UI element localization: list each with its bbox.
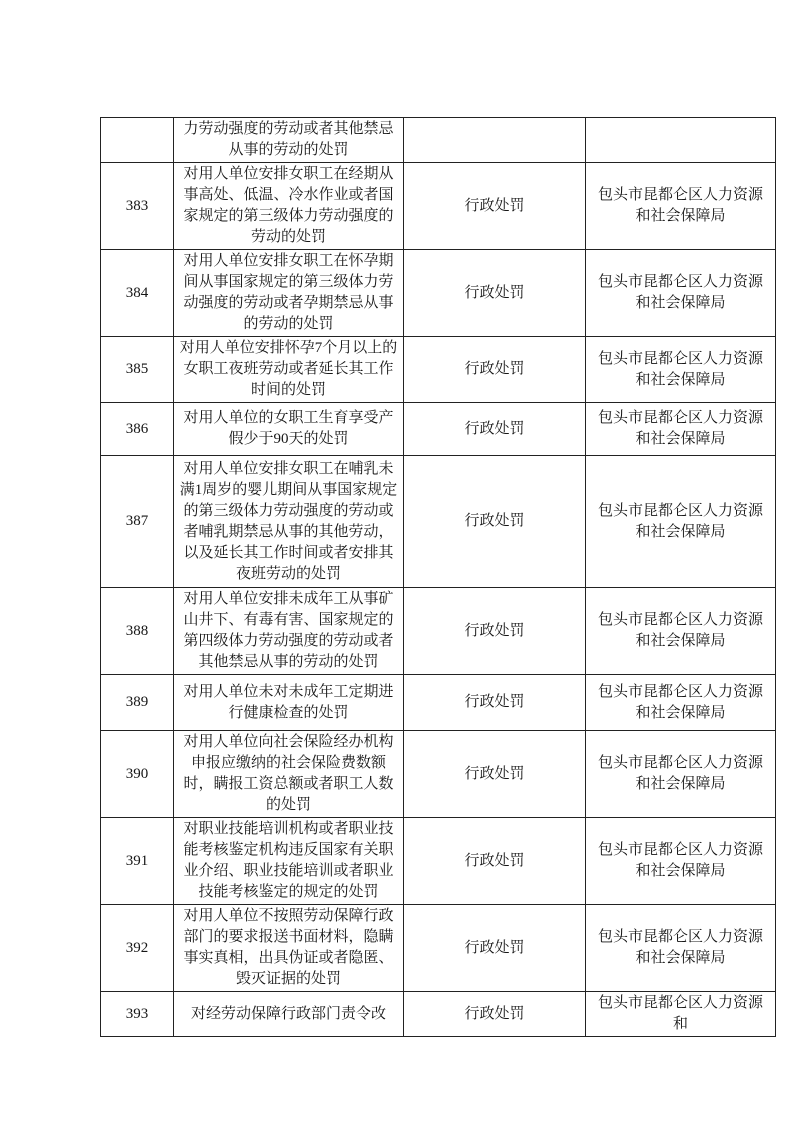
table-row xyxy=(101,118,776,163)
item-cell: 对经劳动保障行政部门责令改 xyxy=(174,992,404,1037)
penalty-type-cell: 行政处罚 xyxy=(404,250,586,337)
authority-cell: 包头市昆都仑区人力资源和社会保障局 xyxy=(586,818,776,905)
table-row xyxy=(101,675,776,731)
table-body xyxy=(101,118,776,1037)
table-row xyxy=(101,163,776,250)
authority-cell: 包头市昆都仑区人力资源和 xyxy=(586,992,776,1037)
authority-cell: 包头市昆都仑区人力资源和社会保障局 xyxy=(586,456,776,588)
item-cell: 对用人单位未对未成年工定期进行健康检查的处罚 xyxy=(174,675,404,731)
penalty-type-cell: 行政处罚 xyxy=(404,675,586,731)
item-cell: 对用人单位向社会保险经办机构申报应缴纳的社会保险费数额时，瞒报工资总额或者职工人数的处罚 xyxy=(174,731,404,818)
authority-cell: 包头市昆都仑区人力资源和社会保障局 xyxy=(586,163,776,250)
row-number-cell: 390 xyxy=(101,731,174,818)
item-cell: 力劳动强度的劳动或者其他禁忌从事的劳动的处罚 xyxy=(174,118,404,163)
item-cell: 对用人单位安排女职工在经期从事高处、低温、冷水作业或者国家规定的第三级体力劳动强度的劳动的处罚 xyxy=(174,163,404,250)
row-number-cell: 383 xyxy=(101,163,174,250)
row-number-cell: 389 xyxy=(101,675,174,731)
penalty-type-cell xyxy=(404,118,586,163)
row-number-cell: 388 xyxy=(101,588,174,675)
authority-cell: 包头市昆都仑区人力资源和社会保障局 xyxy=(586,250,776,337)
item-cell: 对职业技能培训机构或者职业技能考核鉴定机构违反国家有关职业介绍、职业技能培训或者职业技能考核鉴定的规定的处罚 xyxy=(174,818,404,905)
item-cell: 对用人单位安排未成年工从事矿山井下、有毒有害、国家规定的第四级体力劳动强度的劳动或者其他禁忌从事的劳动的处罚 xyxy=(174,588,404,675)
row-number-cell: 385 xyxy=(101,337,174,403)
penalty-type-cell: 行政处罚 xyxy=(404,992,586,1037)
table-row xyxy=(101,403,776,456)
table-row xyxy=(101,731,776,818)
penalty-items-table xyxy=(100,117,776,1037)
penalty-type-cell: 行政处罚 xyxy=(404,456,586,588)
item-cell: 对用人单位安排女职工在哺乳未满1周岁的婴儿期间从事国家规定的第三级体力劳动强度的劳动或者哺乳期禁忌从事的其他劳动，以及延长其工作时间或者安排其夜班劳动的处罚 xyxy=(174,456,404,588)
penalty-type-cell: 行政处罚 xyxy=(404,403,586,456)
penalty-type-cell: 行政处罚 xyxy=(404,163,586,250)
row-number-cell: 393 xyxy=(101,992,174,1037)
item-cell: 对用人单位不按照劳动保障行政部门的要求报送书面材料，隐瞒事实真相，出具伪证或者隐匿、毁灭证据的处罚 xyxy=(174,905,404,992)
penalty-type-cell: 行政处罚 xyxy=(404,905,586,992)
row-number-cell: 391 xyxy=(101,818,174,905)
authority-cell xyxy=(586,118,776,163)
item-cell: 对用人单位安排女职工在怀孕期间从事国家规定的第三级体力劳动强度的劳动或者孕期禁忌从事的劳动的处罚 xyxy=(174,250,404,337)
table-row xyxy=(101,337,776,403)
item-cell: 对用人单位的女职工生育享受产假少于90天的处罚 xyxy=(174,403,404,456)
row-number-cell: 384 xyxy=(101,250,174,337)
penalty-type-cell: 行政处罚 xyxy=(404,731,586,818)
row-number-cell: 386 xyxy=(101,403,174,456)
table-row xyxy=(101,818,776,905)
table-row xyxy=(101,250,776,337)
authority-cell: 包头市昆都仑区人力资源和社会保障局 xyxy=(586,337,776,403)
authority-cell: 包头市昆都仑区人力资源和社会保障局 xyxy=(586,675,776,731)
authority-cell: 包头市昆都仑区人力资源和社会保障局 xyxy=(586,588,776,675)
table-row xyxy=(101,456,776,588)
penalty-type-cell: 行政处罚 xyxy=(404,818,586,905)
table-row xyxy=(101,588,776,675)
authority-cell: 包头市昆都仑区人力资源和社会保障局 xyxy=(586,731,776,818)
table-row xyxy=(101,905,776,992)
penalty-type-cell: 行政处罚 xyxy=(404,588,586,675)
table-row xyxy=(101,992,776,1037)
row-number-cell: 387 xyxy=(101,456,174,588)
authority-cell: 包头市昆都仑区人力资源和社会保障局 xyxy=(586,905,776,992)
authority-cell: 包头市昆都仑区人力资源和社会保障局 xyxy=(586,403,776,456)
row-number-cell xyxy=(101,118,174,163)
row-number-cell: 392 xyxy=(101,905,174,992)
penalty-type-cell: 行政处罚 xyxy=(404,337,586,403)
item-cell: 对用人单位安排怀孕7个月以上的女职工夜班劳动或者延长其工作时间的处罚 xyxy=(174,337,404,403)
